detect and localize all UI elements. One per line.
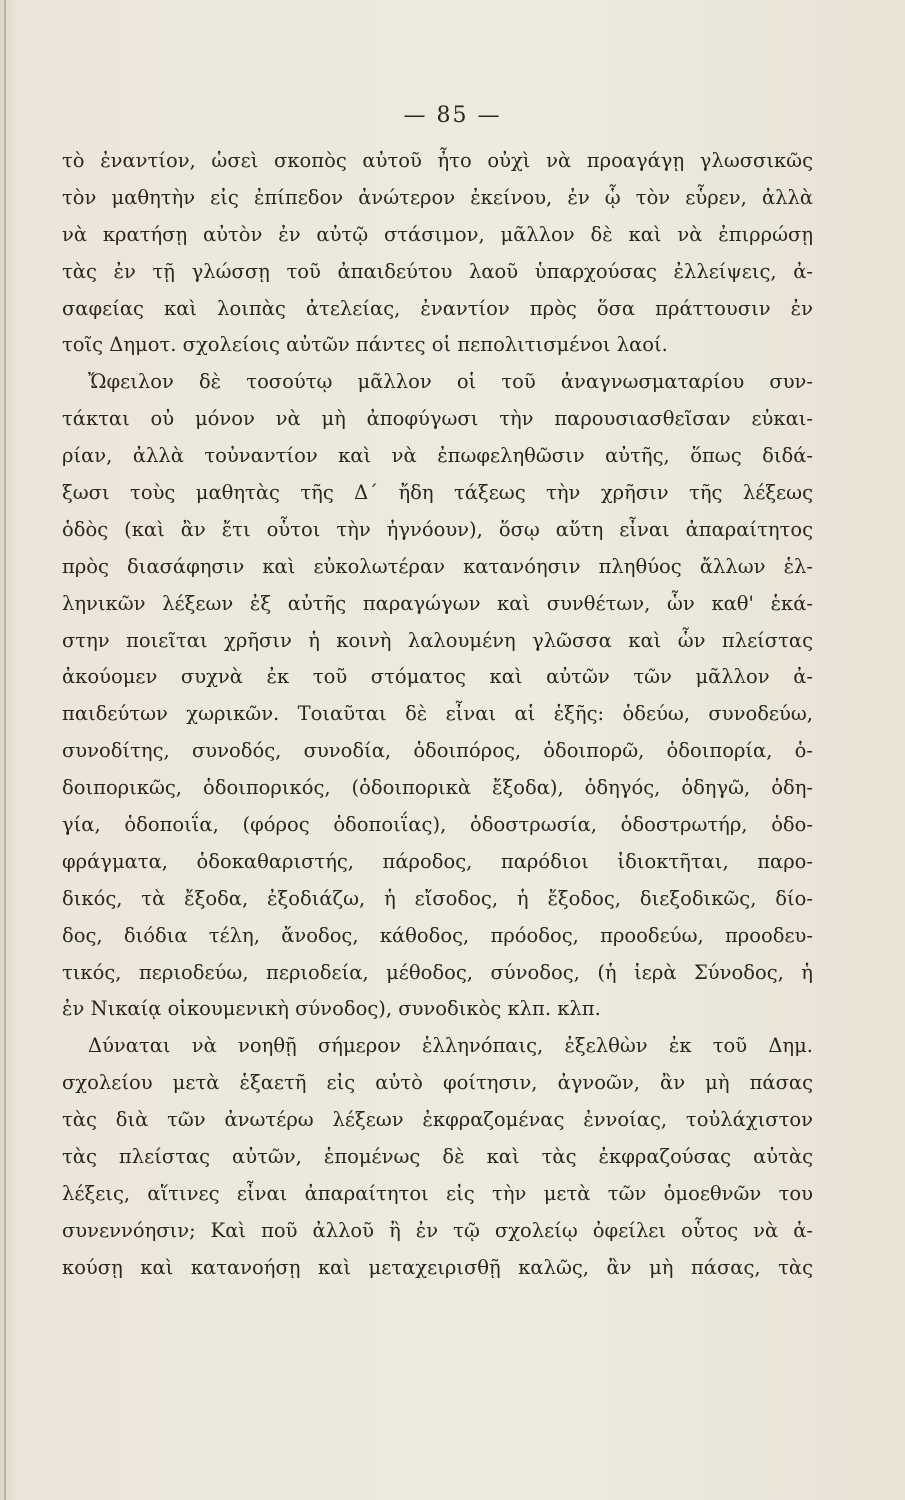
text-line: ρίαν, ἀλλὰ τοὐναντίον καὶ νὰ ἐπωφεληθῶσιν αὐτῆς, ὅπως διδά- [62,444,813,468]
text-line: ὁδὸς (καὶ ἂν ἔτι οὗτοι τὴν ἠγνόουν), ὅσῳ αὕτη εἶναι ἀπαραίτητος [62,517,813,541]
text-line: κούσῃ καὶ κατανοήσῃ καὶ μεταχειρισθῇ καλῶς, ἂν μὴ πάσας, τὰς [62,1255,813,1279]
text-line: τὸν μαθητὴν εἰς ἐπίπεδον ἀνώτερον ἐκείνου, ἐν ᾧ τὸν εὗρεν, ἀλλὰ [62,185,813,209]
text-line: τὰς ἐν τῇ γλώσσῃ τοῦ ἀπαιδεύτου λαοῦ ὑπαρχούσας ἐλλείψεις, ἀ- [62,259,813,283]
text-line: γία, ὁδοποιΐα, (φόρος ὁδοποιΐας), ὁδοστρωσία, ὁδοστρωτήρ, ὁδο- [62,813,813,837]
text-line: ἀκούομεν συχνὰ ἐκ τοῦ στόματος καὶ αὐτῶν τῶν μᾶλλον ἀ- [62,665,813,689]
text-line: σαφείας καὶ λοιπὰς ἀτελείας, ἐναντίον πρὸς ὅσα πράττουσιν ἐν [62,296,813,320]
text-line: τὸ ἐναντίον, ὡσεὶ σκοπὸς αὐτοῦ ἦτο οὐχὶ νὰ προαγάγῃ γλωσσικῶς [62,149,813,172]
text-line: Ὤφειλον δὲ τοσούτῳ μᾶλλον οἱ τοῦ ἀναγνωσματαρίου συν- [88,370,813,394]
body-text [62,143,813,1287]
text-line: συνεννόησιν; Καὶ ποῦ ἀλλοῦ ἢ ἐν τῷ σχολείῳ ὀφείλει οὗτος νὰ ἀ- [62,1218,813,1242]
text-line: τὰς πλείστας αὐτῶν, ἑπομένως δὲ καὶ τὰς ἐκφραζούσας αὐτὰς [62,1145,813,1169]
text-line: τοῖς Δημοτ. σχολείοις αὐτῶν πάντες οἱ πεπολιτισμένοι λαοί. [62,333,668,357]
text-line: νὰ κρατήσῃ αὐτὸν ἐν αὐτῷ στάσιμον, μᾶλλον δὲ καὶ νὰ ἐπιρρώσῃ [62,222,813,246]
text-line: συνοδίτης, συνοδός, συνοδία, ὁδοιπόρος, ὁδοιπορῶ, ὁδοιπορία, ὁ- [62,739,813,763]
text-line: τικός, περιοδεύω, περιοδεία, μέθοδος, σύνοδος, (ἡ ἱερὰ Σύνοδος, ἡ [62,960,813,984]
text-line: λέξεις, αἵτινες εἶναι ἀπαραίτητοι εἰς τὴν μετὰ τῶν ὁμοεθνῶν του [62,1181,813,1205]
text-line: ἐν Νικαίᾳ οἰκουμενικὴ σύνοδος), συνοδικὸς κλπ. κλπ. [62,997,601,1021]
text-line: φράγματα, ὁδοκαθαριστής, πάροδος, παρόδιοι ἰδιοκτῆται, παρο- [62,849,813,873]
text-line: Δύναται νὰ νοηθῇ σήμερον ἑλληνόπαις, ἐξελθὼν ἐκ τοῦ Δημ. [88,1034,813,1058]
text-line: σχολείου μετὰ ἑξαετῆ εἰς αὐτὸ φοίτησιν, ἀγνοῶν, ἂν μὴ πάσας [62,1071,813,1095]
text-line: ληνικῶν λέξεων ἐξ αὐτῆς παραγώγων καὶ συνθέτων, ὧν καθ' ἑκά- [62,591,813,615]
binding-gutter [4,0,6,1500]
text-line: στην ποιεῖται χρῆσιν ἡ κοινὴ λαλουμένη γλῶσσα καὶ ὧν πλείστας [62,628,813,652]
text-line: πρὸς διασάφησιν καὶ εὐκολωτέραν κατανόησιν πληθύος ἄλλων ἑλ- [62,554,813,578]
text-line: παιδεύτων χωρικῶν. Τοιαῦται δὲ εἶναι αἱ ἑξῆς: ὁδεύω, συνοδεύω, [62,702,813,726]
text-line: τάκται οὐ μόνον νὰ μὴ ἀποφύγωσι τὴν παρουσιασθεῖσαν εὐκαι- [62,407,813,431]
text-line: δος, διόδια τέλη, ἄνοδος, κάθοδος, πρόοδος, προοδεύω, προοδευ- [62,923,813,947]
text-line: ξωσι τοὺς μαθητὰς τῆς Δ΄ ἤδη τάξεως τὴν χρῆσιν τῆς λέξεως [62,481,813,505]
text-line: δοιπορικῶς, ὁδοιπορικός, (ὁδοιπορικὰ ἔξοδα), ὁδηγός, ὁδηγῶ, ὁδη- [62,776,813,800]
text-line: τὰς διὰ τῶν ἀνωτέρω λέξεων ἐκφραζομένας ἐννοίας, τοὐλάχιστον [62,1108,813,1132]
page-number: — 85 — [403,103,502,128]
text-line: δικός, τὰ ἔξοδα, ἐξοδιάζω, ἡ εἴσοδος, ἡ ἔξοδος, διεξοδικῶς, δίο- [62,886,813,910]
